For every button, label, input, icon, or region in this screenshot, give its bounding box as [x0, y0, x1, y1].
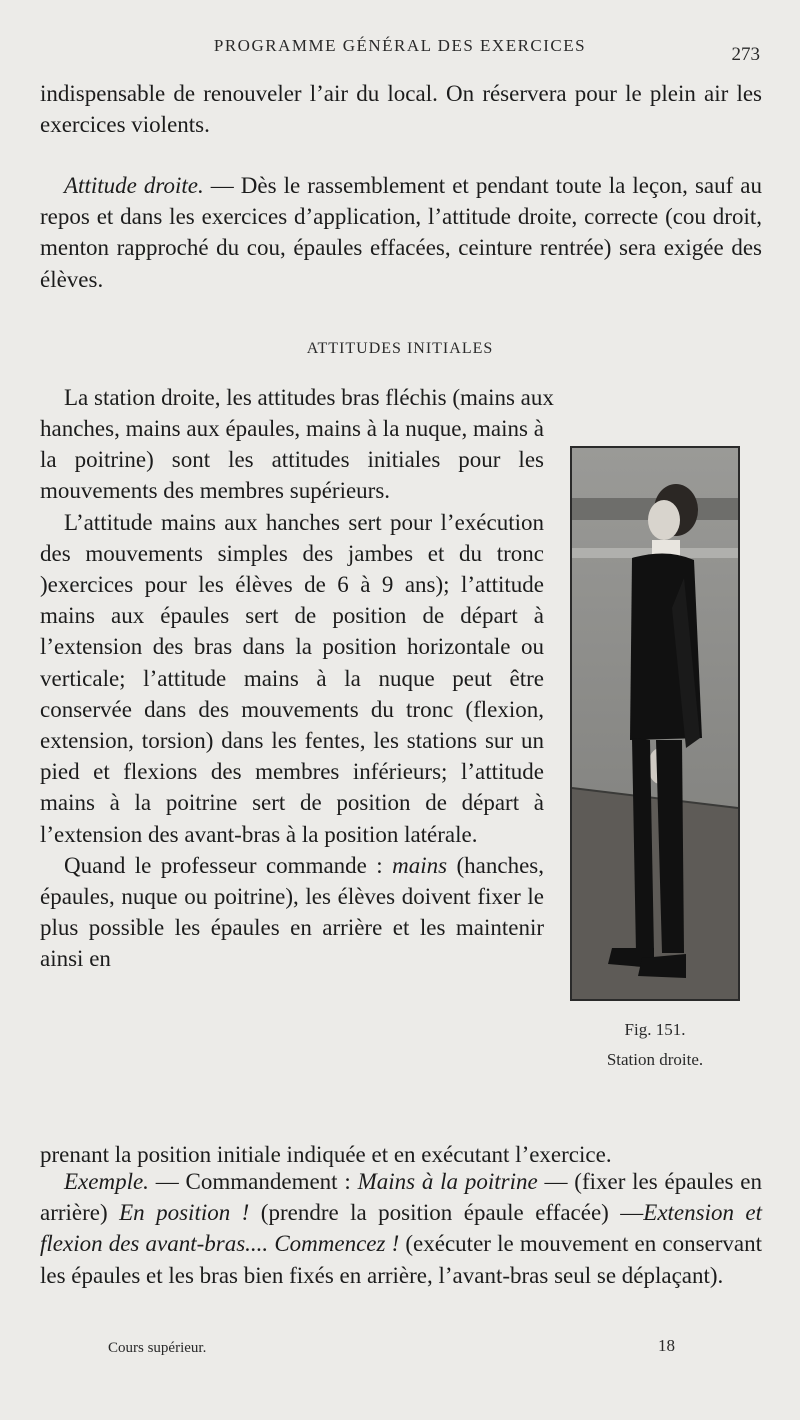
- figure-caption: Station droite.: [606, 1050, 704, 1069]
- exemple-paragraph: [40, 1166, 762, 1291]
- exemple-text: [40, 1166, 762, 1291]
- commande-c: (hanches, épaules, nuque ou poitrine), les élèves doivent fixer le plus possible les épaules en arrière et les maintenir ainsi en: [40, 852, 544, 972]
- exemple-i1: Mains à la poitrine: [357, 1169, 538, 1194]
- intro-paragraph: [40, 78, 762, 140]
- exemple-t2: — (fixer les épaules en arrière): [40, 1169, 762, 1226]
- attitude-droite-paragraph: [40, 170, 762, 295]
- station-line-1: La station droite, les attitudes bras fléchis (mains aux: [64, 385, 554, 410]
- commande-mains: mains: [392, 852, 448, 878]
- commande-continuation-text: prenant la position initiale indiquée et en exécutant l’exercice.: [40, 1142, 612, 1167]
- exemple-t4: (exécuter le mouvement en conservant les épaules et les bras bien fixés en arrière, l’avant-bras seul se déplaçant).: [40, 1231, 763, 1288]
- exemple-lead: Exemple.: [64, 1169, 149, 1194]
- footer-course-label: Cours supérieur.: [108, 1340, 207, 1356]
- exemple-t3: (prendre la position épaule effacée) —: [249, 1200, 644, 1226]
- exemple-t1: — Commandement :: [148, 1169, 358, 1194]
- running-header: PROGRAMME GÉNÉRAL DES EXERCICES: [213, 36, 587, 55]
- page-number: 273: [731, 44, 760, 65]
- figure-photo: [570, 446, 740, 1001]
- attitude-droite-body: — Dès le rassemblement et pendant toute la leçon, sauf au repos et dans les exercices d’application, l’attitude droite, correcte (cou droit, menton rapproché du cou, épaules effacées, ceinture rentrée) sera exigée des élèves.: [40, 173, 763, 292]
- footer-signature: 18: [658, 1336, 675, 1355]
- attitude-droite-text: [40, 170, 762, 295]
- station-rest: hanches, mains aux épaules, mains à la nuque, mains à la poitrine) sont les attitudes initiales pour les mouvements des membres supérieurs.: [40, 416, 544, 504]
- attitude-droite-lead: Attitude droite.: [64, 173, 204, 198]
- exemple-i3: Extension et flexion des avant-bras.... Commencez !: [40, 1200, 763, 1257]
- commande-paragraph: [40, 850, 544, 975]
- section-title: ATTITUDES INITIALES: [306, 340, 494, 357]
- station-first-line: [40, 382, 762, 413]
- boy-standing-illustration: [572, 448, 738, 999]
- wrapped-text-column: [40, 413, 544, 975]
- hanches-paragraph: L’attitude mains aux hanches sert pour l’exécution des mouvements simples des jambes et du tronc )exercices pour les élèves de 6 à 9 ans); l’attitude mains aux épaules sert de position de départ à l’extension des bras dans la position horizontale ou verticale; l’attitude mains à la nuque peut être conservée dans des mouvements du tronc (flexion, extension, torsion) dans les fentes, les stations sur un pied et flexions des membres inférieurs; l’attitude mains à la poitrine sert de position de départ à l’extension des avant-bras à la position latérale.: [40, 509, 544, 847]
- figure-number: Fig. 151.: [624, 1020, 686, 1039]
- exemple-i2: En position !: [119, 1200, 250, 1226]
- commande-a: Quand le professeur commande :: [64, 852, 393, 878]
- intro-text: indispensable de renouveler l’air du local. On réservera pour le plein air les exercices violents.: [40, 81, 762, 138]
